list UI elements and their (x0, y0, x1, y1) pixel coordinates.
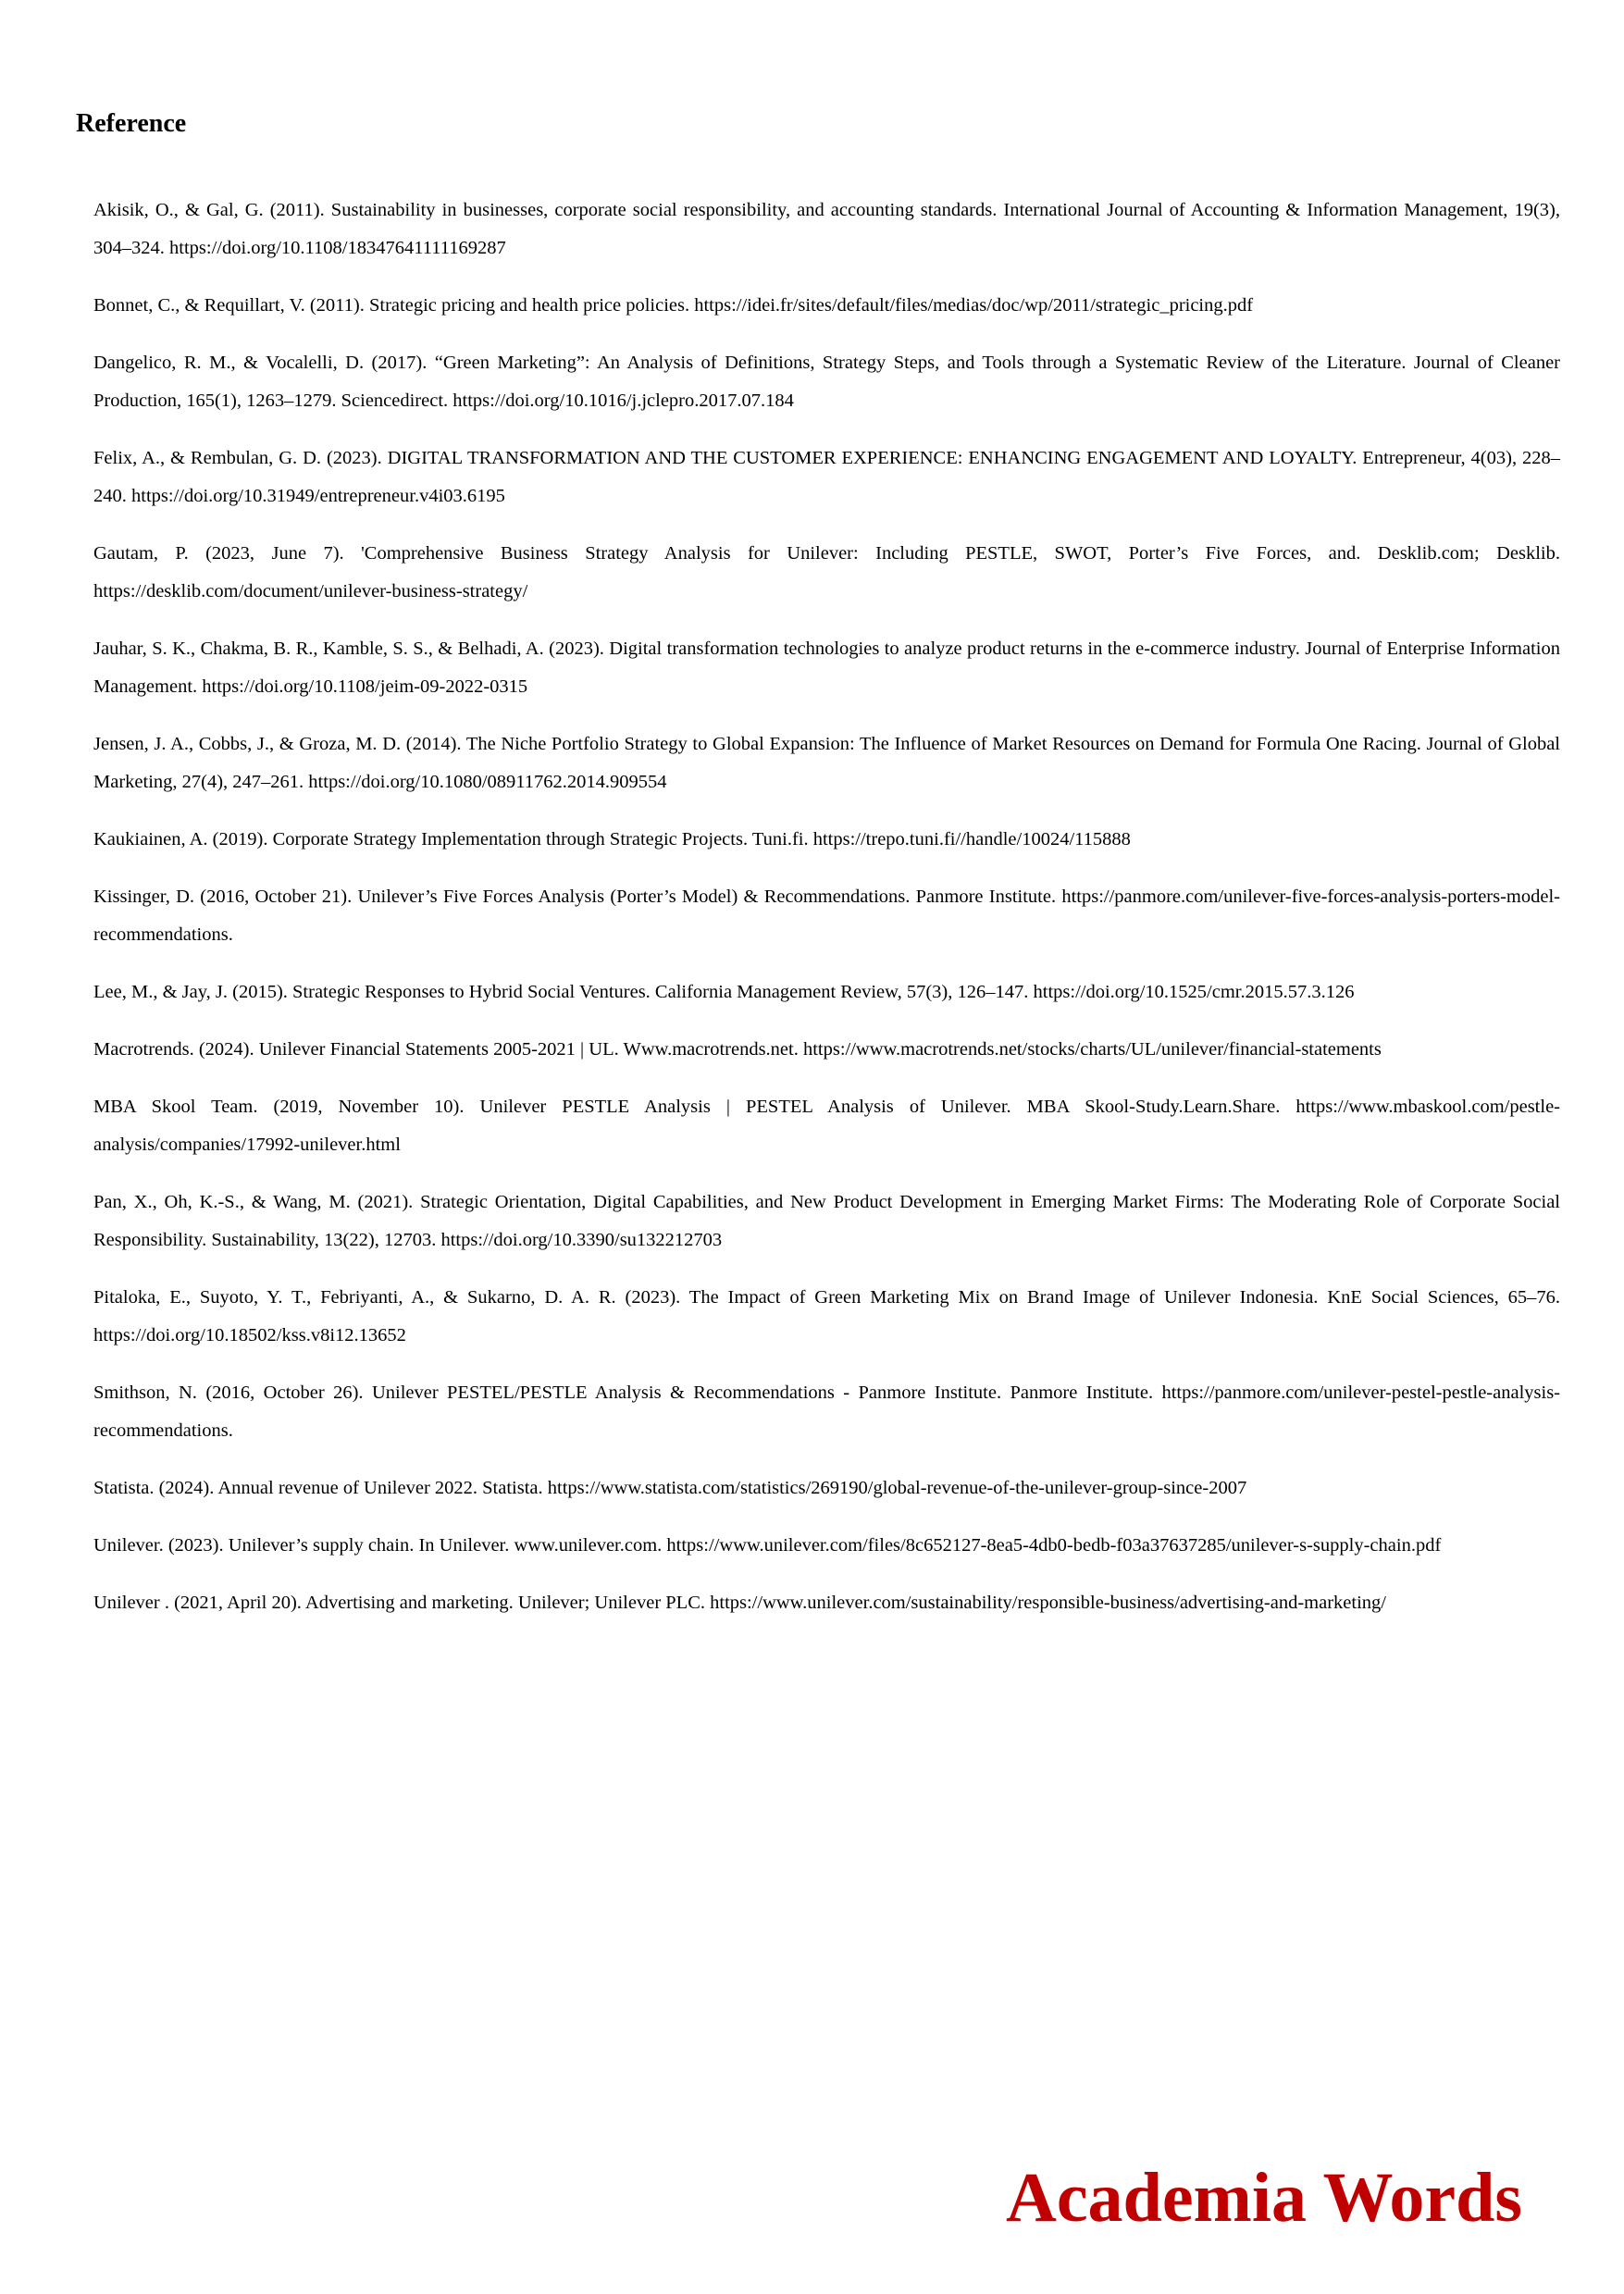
reference-entry: Smithson, N. (2016, October 26). Unilever PESTEL/PESTLE Analysis & Recommendations - Panmore Institute. Panmore Institute. https://panmore.com/unilever-pestel-pestle-analysis-recommendations. (93, 1383, 1560, 1441)
reference-entry: Gautam, P. (2023, June 7). 'Comprehensive Business Strategy Analysis for Unilever: Including PESTLE, SWOT, Porter’s Five Forces, and. Desklib.com; Desklib. https://desklib.com/document/unilever-business-strategy/ (93, 543, 1560, 601)
reference-entry: Lee, M., & Jay, J. (2015). Strategic Responses to Hybrid Social Ventures. California Management Review, 57(3), 126–147. https://doi.org/10.1525/cmr.2015.57.3.126 (93, 982, 1355, 1002)
reference-entry: Dangelico, R. M., & Vocalelli, D. (2017). “Green Marketing”: An Analysis of Definitions, Strategy Steps, and Tools through a Systematic Review of the Literature. Journal of Cleaner Production, 165(1), 1263–1279. Sciencedirect. https://doi.org/10.1016/j.jclepro.2017.07.184 (93, 353, 1560, 411)
reference-entry: Jauhar, S. K., Chakma, B. R., Kamble, S. S., & Belhadi, A. (2023). Digital transformation technologies to analyze product returns in the e-commerce industry. Journal of Enterprise Information Management. https://doi.org/10.1108/jeim-09-2022-0315 (93, 639, 1560, 697)
reference-entry: Jensen, J. A., Cobbs, J., & Groza, M. D. (2014). The Niche Portfolio Strategy to Global Expansion: The Influence of Market Resources on Demand for Formula One Racing. Journal of Global Marketing, 27(4), 247–261. https://doi.org/10.1080/08911762.2014.909554 (93, 734, 1560, 792)
reference-entry: Pan, X., Oh, K.-S., & Wang, M. (2021). Strategic Orientation, Digital Capabilities, and New Product Development in Emerging Market Firms: The Moderating Role of Corporate Social Responsibility. Sustainability, 13(22), 12703. https://doi.org/10.3390/su132212703 (93, 1192, 1560, 1250)
reference-list (93, 192, 1560, 1642)
reference-entry: Statista. (2024). Annual revenue of Unilever 2022. Statista. https://www.statista.com/statistics/269190/global-revenue-of-the-unilever-group-since-2007 (93, 1478, 1247, 1498)
reference-entry: Macrotrends. (2024). Unilever Financial Statements 2005-2021 | UL. Www.macrotrends.net. https://www.macrotrends.net/stocks/charts/UL/unilever/financial-statements (93, 1039, 1382, 1060)
reference-entry: Akisik, O., & Gal, G. (2011). Sustainability in businesses, corporate social responsibility, and accounting standards. International Journal of Accounting & Information Management, 19(3), 304–324. https://doi.org/10.1108/18347641111169287 (93, 200, 1560, 258)
brand-watermark: Academia Words (1005, 2159, 1522, 2237)
reference-entry: MBA Skool Team. (2019, November 10). Unilever PESTLE Analysis | PESTEL Analysis of Unilever. MBA Skool-Study.Learn.Share. https://www.mbaskool.com/pestle-analysis/companies/17992-unilever.html (93, 1097, 1560, 1155)
reference-entry: Unilever . (2021, April 20). Advertising and marketing. Unilever; Unilever PLC. https://www.unilever.com/sustainability/responsible-business/advertising-and-marketing/ (93, 1593, 1386, 1613)
reference-entry: Pitaloka, E., Suyoto, Y. T., Febriyanti, A., & Sukarno, D. A. R. (2023). The Impact of Green Marketing Mix on Brand Image of Unilever Indonesia. KnE Social Sciences, 65–76. https://doi.org/10.18502/kss.v8i12.13652 (93, 1287, 1560, 1345)
reference-entry: Unilever. (2023). Unilever’s supply chain. In Unilever. www.unilever.com. https://www.unilever.com/files/8c652127-8ea5-4db0-bedb-f03a37637285/unilever-s-supply-chain.pdf (93, 1535, 1442, 1556)
reference-entry: Kaukiainen, A. (2019). Corporate Strategy Implementation through Strategic Projects. Tuni.fi. https://trepo.tuni.fi//handle/10024/115888 (93, 829, 1131, 849)
reference-entry: Felix, A., & Rembulan, G. D. (2023). DIGITAL TRANSFORMATION AND THE CUSTOMER EXPERIENCE: ENHANCING ENGAGEMENT AND LOYALTY. Entrepreneur, 4(03), 228–240. https://doi.org/10.31949/entrepreneur.v4i03.6195 (93, 448, 1560, 506)
reference-entry: Kissinger, D. (2016, October 21). Unilever’s Five Forces Analysis (Porter’s Model) & Recommendations. Panmore Institute. https://panmore.com/unilever-five-forces-analysis-porters-model-recommendations. (93, 887, 1560, 945)
reference-entry: Bonnet, C., & Requillart, V. (2011). Strategic pricing and health price policies. https://idei.fr/sites/default/files/medias/doc/wp/2011/strategic_pricing.pdf (93, 295, 1254, 316)
page-heading: Reference (76, 109, 187, 138)
